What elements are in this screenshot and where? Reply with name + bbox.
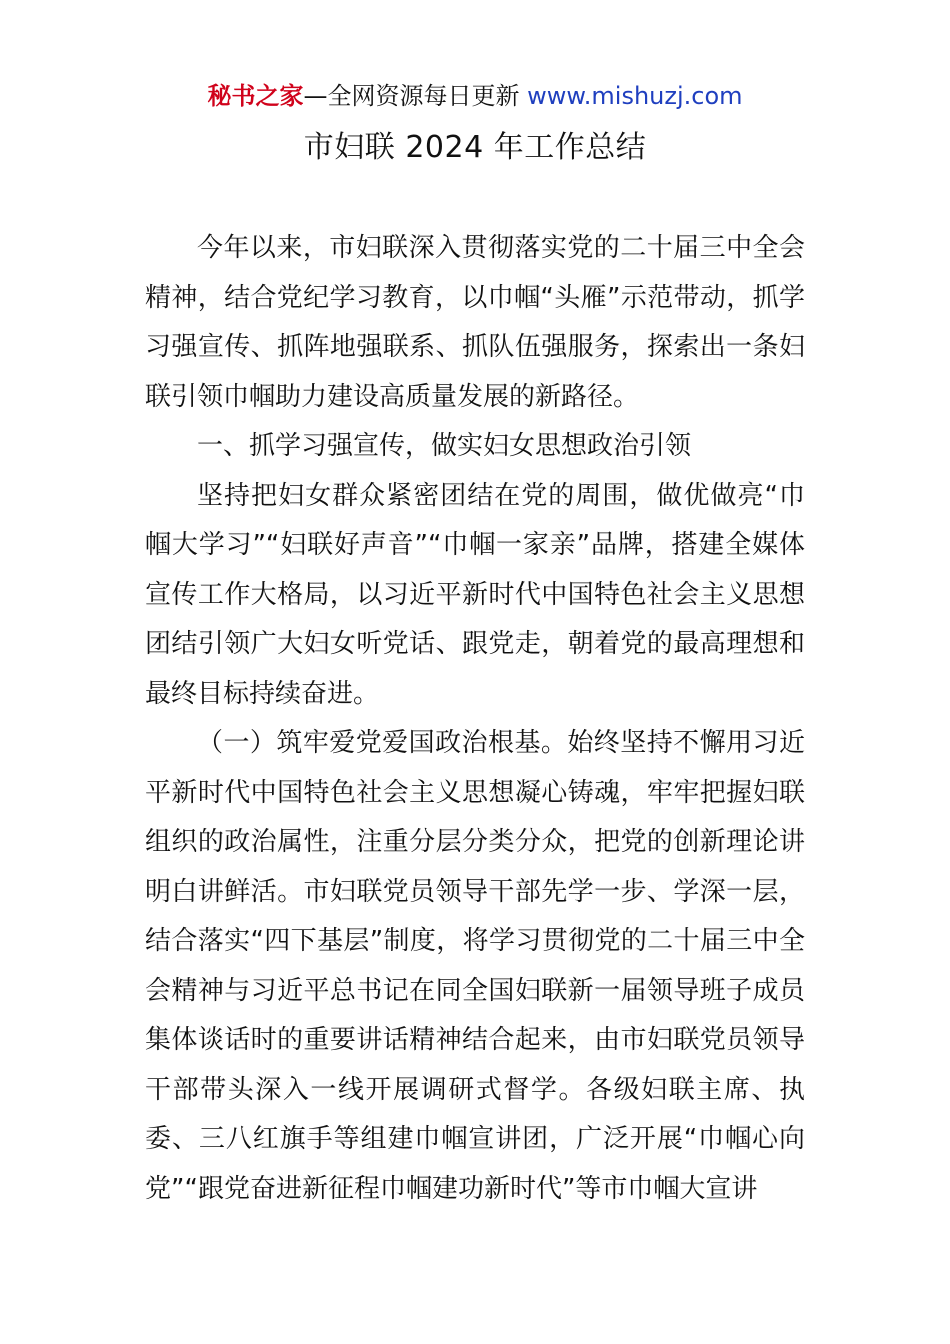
intro-paragraph: 今年以来，市妇联深入贯彻落实党的二十届三中全会精神，结合党纪学习教育，以巾帼“头雁”示范带动，抓学习强宣传、抓阵地强联系、抓队伍强服务，探索出一条妇联引领巾帼助力建设高质量发展的新路径。	[145, 233, 805, 412]
brand-name: 秘书之家	[207, 82, 304, 110]
header-tagline: —全网资源每日更新	[303, 82, 520, 110]
document-title: 市妇联 2024 年工作总结	[303, 130, 647, 165]
site-url-link[interactable]: www.mishuzj.com	[527, 82, 743, 110]
subsection-1-paragraph: （一）筑牢爱党爱国政治根基。始终坚持不懈用习近平新时代中国特色社会主义思想凝心铸魂，牢牢把握妇联组织的政治属性，注重分层分类分众，把党的创新理论讲明白讲鲜活。市妇联党员领导干部先学一步、学深一层，结合落实“四下基层”制度，将学习贯彻党的二十届三中全会精神与习近平总书记在同全国妇联新一届领导班子成员集体谈话时的重要讲话精神结合起来，由市妇联党员领导干部带头深入一线开展调研式督学。各级妇联主席、执委、三八红旗手等组建巾帼宣讲团，广泛开展“巾帼心向党”“跟党奋进新征程巾帼建功新时代”等市巾帼大宣讲	[145, 728, 805, 1204]
section-1-paragraph: 坚持把妇女群众紧密团结在党的周围，做优做亮“巾帼大学习”“妇联好声音”“巾帼一家亲”品牌，搭建全媒体宣传工作大格局，以习近平新时代中国特色社会主义思想团结引领广大妇女听党话、跟党走，朝着党的最高理想和最终目标持续奋进。	[145, 480, 805, 709]
site-header	[0, 80, 950, 112]
section-heading-1: 一、抓学习强宣传，做实妇女思想政治引领	[197, 431, 692, 461]
document-body	[145, 224, 805, 1214]
